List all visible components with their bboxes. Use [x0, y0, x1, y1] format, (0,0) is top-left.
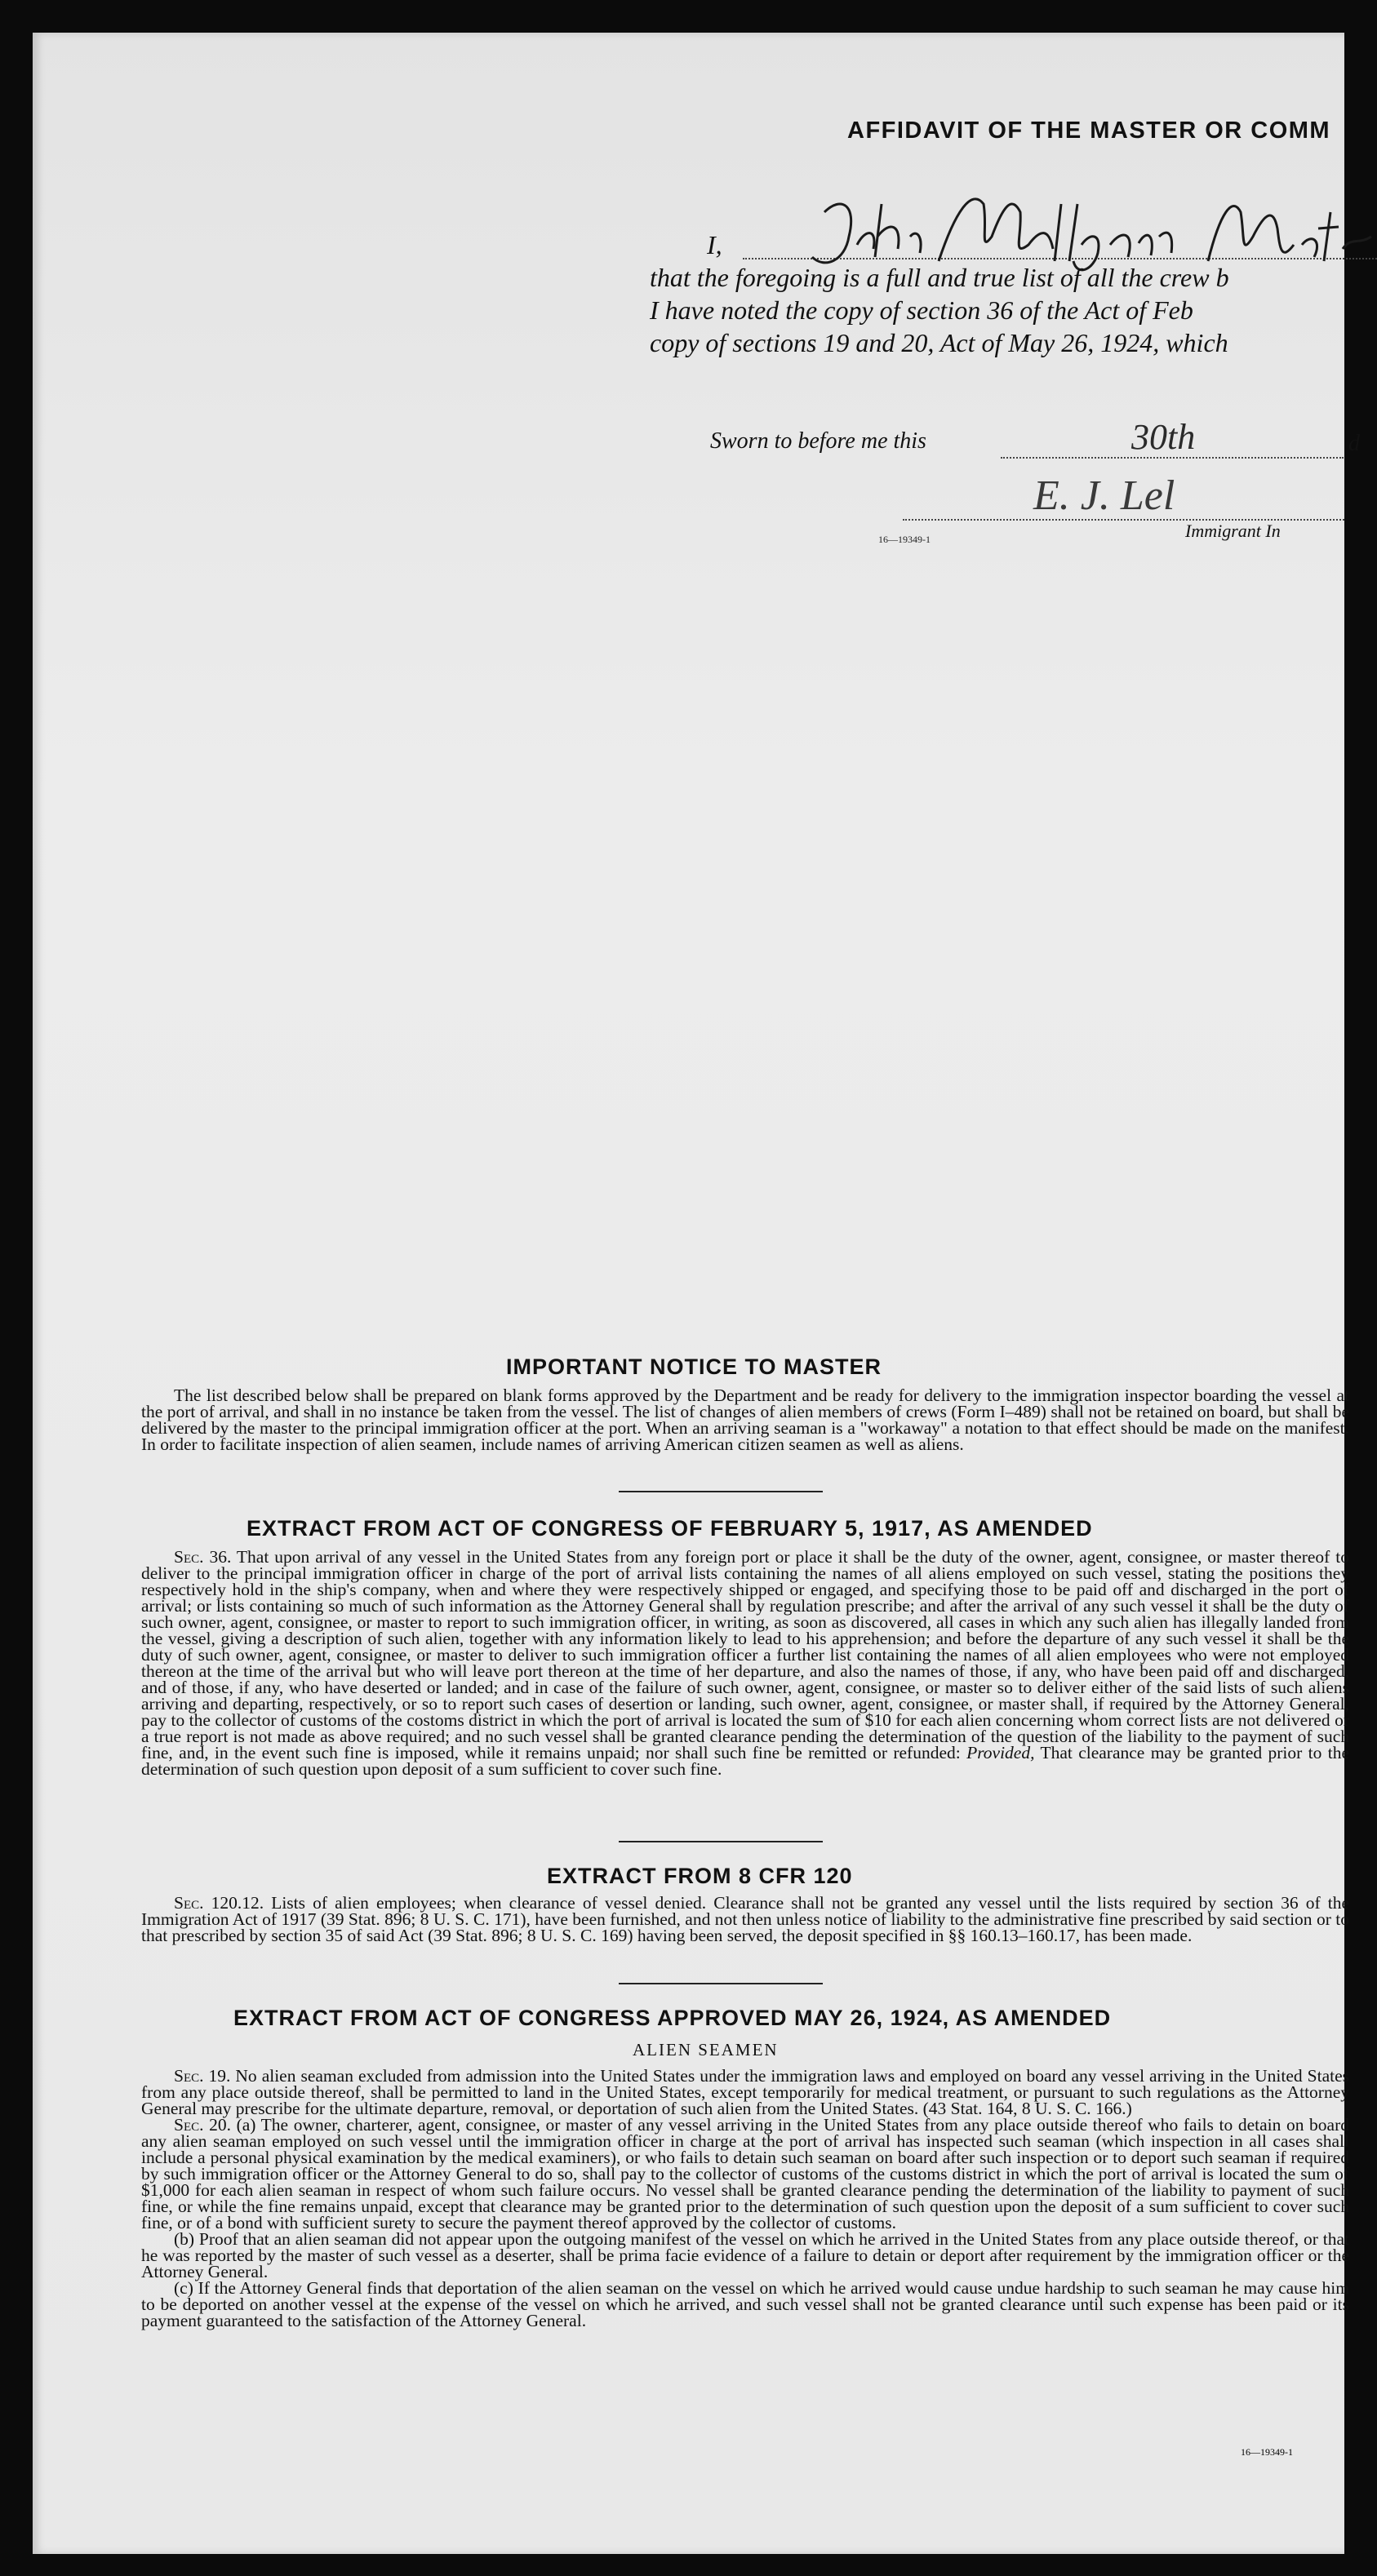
- sec-120-label: Sec. 120.12.: [174, 1893, 264, 1913]
- affidavit-line-2: that the foregoing is a full and true list of all the crew b: [650, 263, 1229, 292]
- document-page: [33, 33, 1360, 2554]
- notice-title: IMPORTANT NOTICE TO MASTER: [506, 1355, 882, 1379]
- alien-seamen-subtitle: ALIEN SEAMEN: [633, 2040, 779, 2059]
- sworn-label: Sworn to before me this: [710, 428, 926, 454]
- extract-1917-text: [141, 1549, 1349, 1777]
- sec-19-text: No alien seaman excluded from admission into the United States under the immigration laws and employed on board any vessel arriving in the United States from any place outside thereof, shall be permitted to land in the United States, except temporarily for medical treatment, or pursuant to such regulations as the Attorney General may prescribe for the ultimate departure, removal, or deportation of such alien from the United States. (43 Stat. 164, 8 U. S. C. 166.): [141, 2066, 1350, 2118]
- notice-paragraph: The list described below shall be prepared on blank forms approved by the Department and be ready for delivery to the immigration inspector boarding the vessel at the port of arrival, and shall in no instance be taken from the vessel. The list of changes of alien members of crews (Form I–489) shall not be retained on board, but shall be delivered by the master to the principal immigration officer at the port. When an arriving seaman is a "workaway" a notation to that effect should be made on the manifest. In order to facilitate inspection of alien seamen, include names of arriving American citizen seamen as well as aliens.: [141, 1386, 1349, 1454]
- sec-36-text: That upon arrival of any vessel in the United States from any foreign port or place it shall be the duty of the owner, agent, consignee, or master thereof to deliver to the principal immigration officer in charge of the port of arrival lists containing the names of all aliens employed on such vessel, stating the positions they respectively hold in the ship's company, when and where they were respectively shipped or engaged, and specifying those to be paid off and discharged in the port of arrival; or lists containing so much of such information as the Attorney General shall by regulation prescribe; and after the arrival of any such vessel it shall be the duty of such owner, agent, consignee, or master to report to such immigration officer, in writing, as soon as discovered, all cases in which any such alien has illegally landed from the vessel, giving a description of such alien, together with any information likely to lead to his apprehension; and before the departure of any such vessel it shall be the duty of such owner, agent, consignee, or master to deliver to such immigration officer a further list containing the names of all alien employees who were not employed thereon at the time of the arrival but who will leave port thereon at the time of her departure, and also the names of those, if any, who have been paid off and discharged, and of those, if any, who have deserted or landed; and in case of the failure of such owner, agent, consignee, or master so to deliver either of the said lists of such aliens arriving and departing, respectively, or so to report such cases of desertion or landing, such owner, agent, consignee, or master shall, if required by the Attorney General, pay to the collector of customs of the costoms district in which the port of arrival is located the sum of $10 for each alien concerning whom correct lists are not delivered or a true report is not made as above required; and no such vessel shall be granted clearance pending the determination of the question of the liability to the payment of such fine, and, in the event such fine is imposed, while it remains unpaid; nor shall such fine be remitted or refunded:: [141, 1547, 1349, 1762]
- extract-1917-paragraph: [141, 1549, 1349, 1777]
- form-number-bottom: 16—19349-1: [1241, 2446, 1293, 2458]
- sec-20-label: Sec. 20.: [174, 2115, 231, 2135]
- extract-8cfr-text: [141, 1895, 1349, 1944]
- divider-3: [619, 1983, 823, 1984]
- affidavit-title: AFFIDAVIT OF THE MASTER OR COMM: [847, 117, 1331, 144]
- inspector-signature: E. J. Lel: [1033, 472, 1175, 519]
- extract-1924-text: [141, 2068, 1349, 2329]
- sec-19-paragraph: [141, 2068, 1349, 2117]
- sec-20a-text: (a) The owner, charterer, agent, consignee, or master of any vessel arriving in the United States from any place outside thereof who fails to detain on board any alien seaman employed on such vessel until the immigration officer in charge at the port of arrival has inspected such seaman (which inspection in all cases shall include a personal physical examination by the medical examiners), or who fails to detain such seaman on board after such inspection or to deport such seaman if required by such immigration officer or the Attorney General to do so, shall pay to the collector of customs of the customs district in which the port of arrival is located the sum of $1,000 for each alien seaman in respect of whom such failure occurs. No vessel shall be granted clearance pending the determination of the liability to payment of such fine, or while the fine remains unpaid, except that clearance may be granted prior to the determination of such question upon the deposit of a sum sufficient to cover such fine, or of a bond with sufficient surety to secure the payment thereof approved by the collector of customs.: [141, 2115, 1350, 2232]
- provided-word: Provided,: [966, 1743, 1035, 1762]
- sec-120-text: Lists of alien employees; when clearance of vessel denied. Clearance shall not be granted any vessel until the lists required by section 36 of the Immigration Act of 1917 (39 Stat. 896; 8 U. S. C. 171), have been furnished, and not then unless notice of liability to the administrative fine prescribed by said section or to that prescribed by section 35 of said Act (39 Stat. 896; 8 U. S. C. 169) having been served, the deposit specified in §§ 160.13–160.17, has been made.: [141, 1893, 1349, 1945]
- divider-1: [619, 1491, 823, 1492]
- affidavit-line-3: I have noted the copy of section 36 of the Act of Feb: [650, 295, 1193, 325]
- sworn-day: 30th: [1131, 417, 1196, 457]
- extract-1917-title: EXTRACT FROM ACT OF CONGRESS OF FEBRUARY 5, 1917, AS AMENDED: [247, 1516, 1093, 1541]
- sec-19-label: Sec. 19.: [174, 2066, 231, 2086]
- divider-2: [619, 1841, 823, 1842]
- form-number-top: 16—19349-1: [878, 534, 931, 545]
- extract-8cfr-paragraph: [141, 1895, 1349, 1944]
- sec-36-text-end: That clearance may be granted prior to the determination of such question upon deposit of a sum sufficient to cover such fine.: [141, 1743, 1349, 1779]
- sec-20a-paragraph: [141, 2117, 1349, 2231]
- affidavit-line-4: copy of sections 19 and 20, Act of May 26, 1924, which: [650, 328, 1228, 357]
- sec-36-label: Sec. 36.: [174, 1547, 232, 1567]
- sec-20b-paragraph: (b) Proof that an alien seaman did not appear upon the outgoing manifest of the vessel on which he arrived in the United States from any place outside thereof, or that he was reported by the master of such vessel as a deserter, shall be prima facie evidence of a failure to detain or deport after requirement by the immigration officer or the Attorney General.: [141, 2229, 1349, 2281]
- affidavit-line-1-prefix: I,: [707, 230, 722, 259]
- sworn-suffix: d: [1348, 431, 1360, 456]
- sec-20c-paragraph: (c) If the Attorney General finds that deportation of the alien seaman on the vessel on which he arrived would cause undue hardship to such seaman he may cause him to be deported on another vessel at the expense of the vessel on which he arrived, and such vessel shall not be granted clearance until such expense has been paid or its payment guaranteed to the satisfaction of the Attorney General.: [141, 2278, 1349, 2330]
- extract-1924-title: EXTRACT FROM ACT OF CONGRESS APPROVED MAY 26, 1924, AS AMENDED: [233, 2006, 1112, 2030]
- extract-8cfr-title: EXTRACT FROM 8 CFR 120: [547, 1864, 853, 1888]
- affidavit-line-1: [707, 230, 722, 260]
- inspector-label: Immigrant In: [1185, 521, 1281, 541]
- notice-text: [141, 1387, 1349, 1452]
